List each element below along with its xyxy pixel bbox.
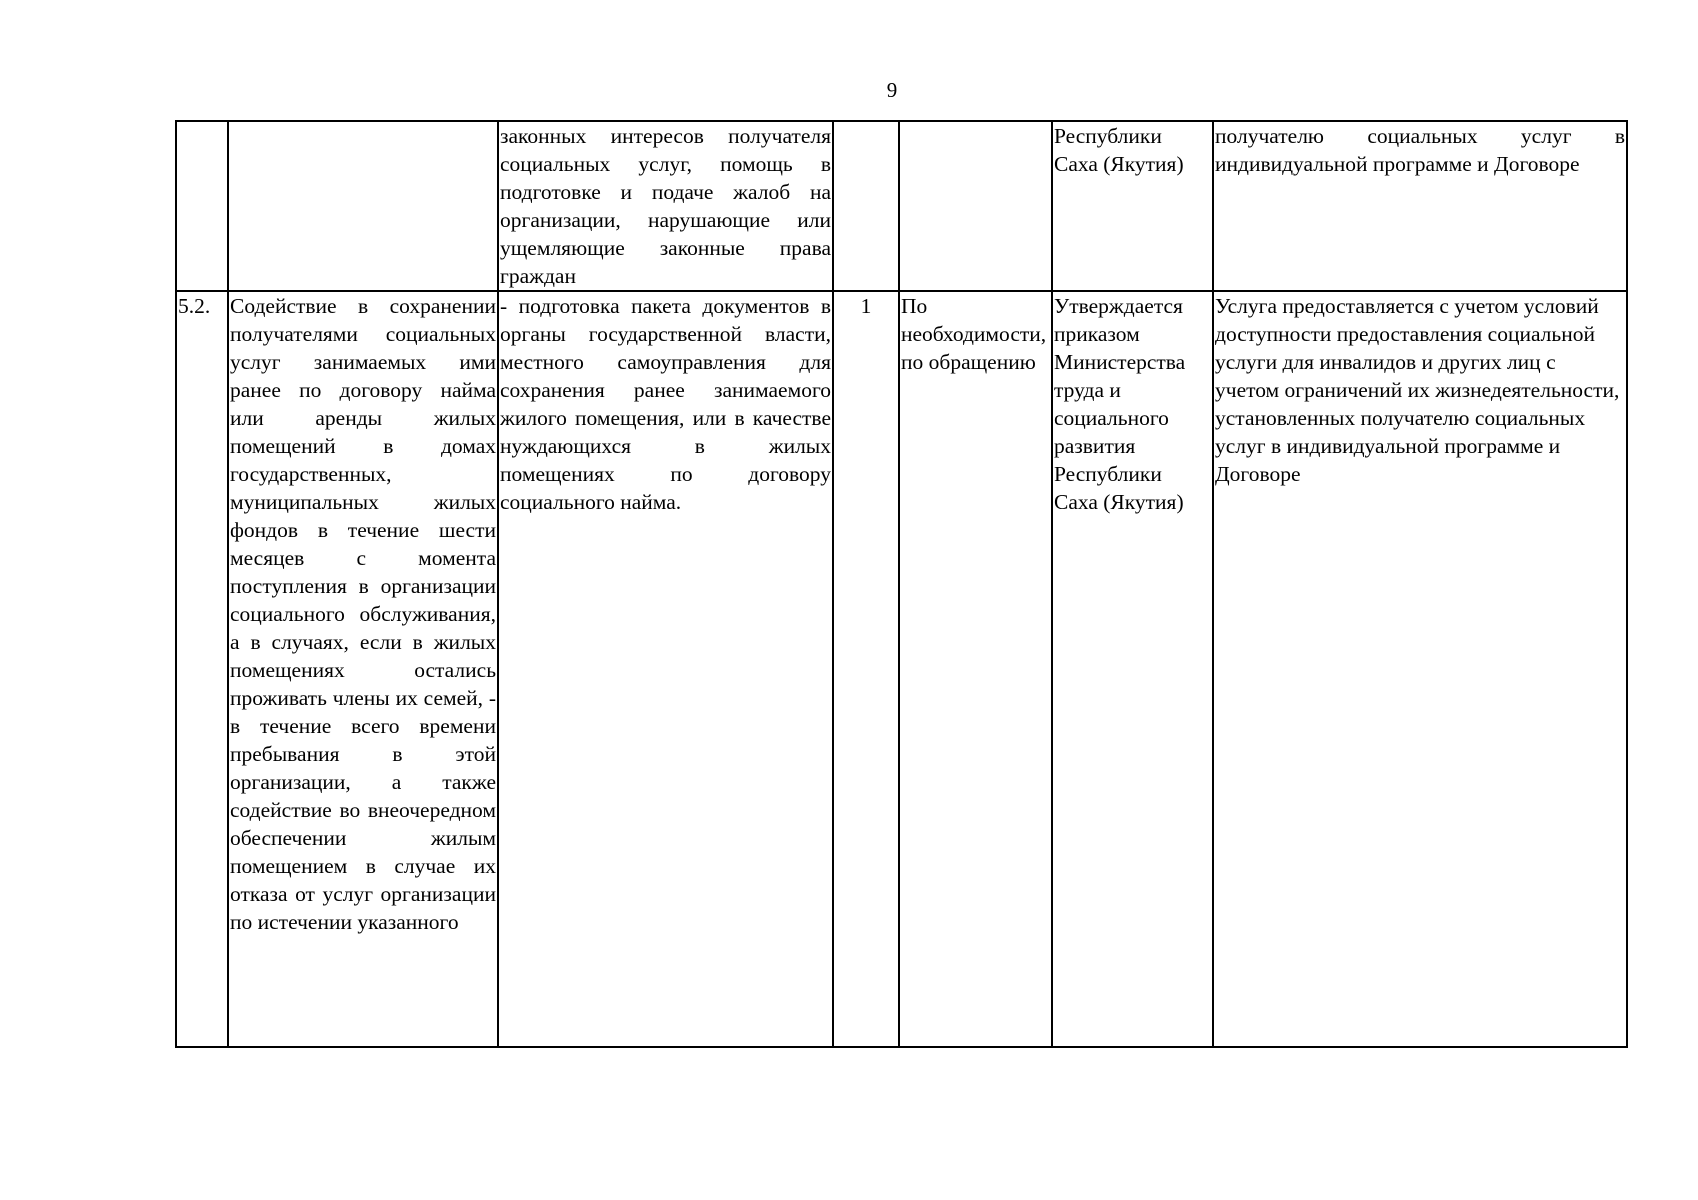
cell-tariff [1052, 121, 1213, 291]
table-row [176, 291, 1627, 1047]
service-tariff: Республики Саха (Якутия) [1054, 124, 1184, 176]
table-row [176, 121, 1627, 291]
service-periodicity: По необходимости, по обращению [901, 294, 1047, 374]
service-name: Содействие в сохранении получателями социальных услуг занимаемых ими ранее по договору найма или аренды жилых помещений в домах государственных, муниципальных жилых фондов в течение шести месяцев с момента поступления в организации социального обслуживания, а в случаях, если в жилых помещениях остались проживать члены их семей, - в течение всего времени пребывания в этой организации, а также содействие во внеочередном обеспечении жилым помещением в случае их отказа от услуг организации по истечении указанного [230, 294, 496, 934]
service-conditions: Услуга предоставляется с учетом условий доступности предоставления социальной услуги для инвалидов и других лиц с учетом ограничений их жизнедеятельности, установленных получателю социальных услуг в индивидуальной программе и Договоре [1215, 294, 1620, 486]
cell-service-content [498, 291, 833, 1047]
cell-conditions [1213, 291, 1627, 1047]
service-tariff: Утверждается приказом Министерства труда и социального развития Республики Саха (Якутия) [1054, 294, 1186, 514]
cell-service-name [228, 121, 498, 291]
cell-service-name [228, 291, 498, 1047]
service-volume: 1 [860, 294, 872, 318]
service-conditions: получателю социальных услуг в индивидуальной программе и Договоре [1215, 124, 1625, 176]
cell-number [176, 121, 228, 291]
cell-periodicity [899, 291, 1052, 1047]
service-content: законных интересов получателя социальных услуг, помощь в подготовке и подаче жалоб на организации, нарушающие или ущемляющие законные права граждан [500, 124, 831, 288]
cell-volume [833, 291, 899, 1047]
services-table [175, 120, 1628, 1048]
cell-periodicity [899, 121, 1052, 291]
row-number: 5.2. [178, 294, 211, 318]
service-content: - подготовка пакета документов в органы государственной власти, местного самоуправления для сохранения ранее занимаемого жилого помещения, или в качестве нуждающихся в жилых помещениях по договору социального найма. [500, 294, 831, 514]
cell-service-content [498, 121, 833, 291]
cell-tariff [1052, 291, 1213, 1047]
cell-volume [833, 121, 899, 291]
cell-conditions [1213, 121, 1627, 291]
page-number: 9 [886, 78, 898, 102]
cell-number [176, 291, 228, 1047]
